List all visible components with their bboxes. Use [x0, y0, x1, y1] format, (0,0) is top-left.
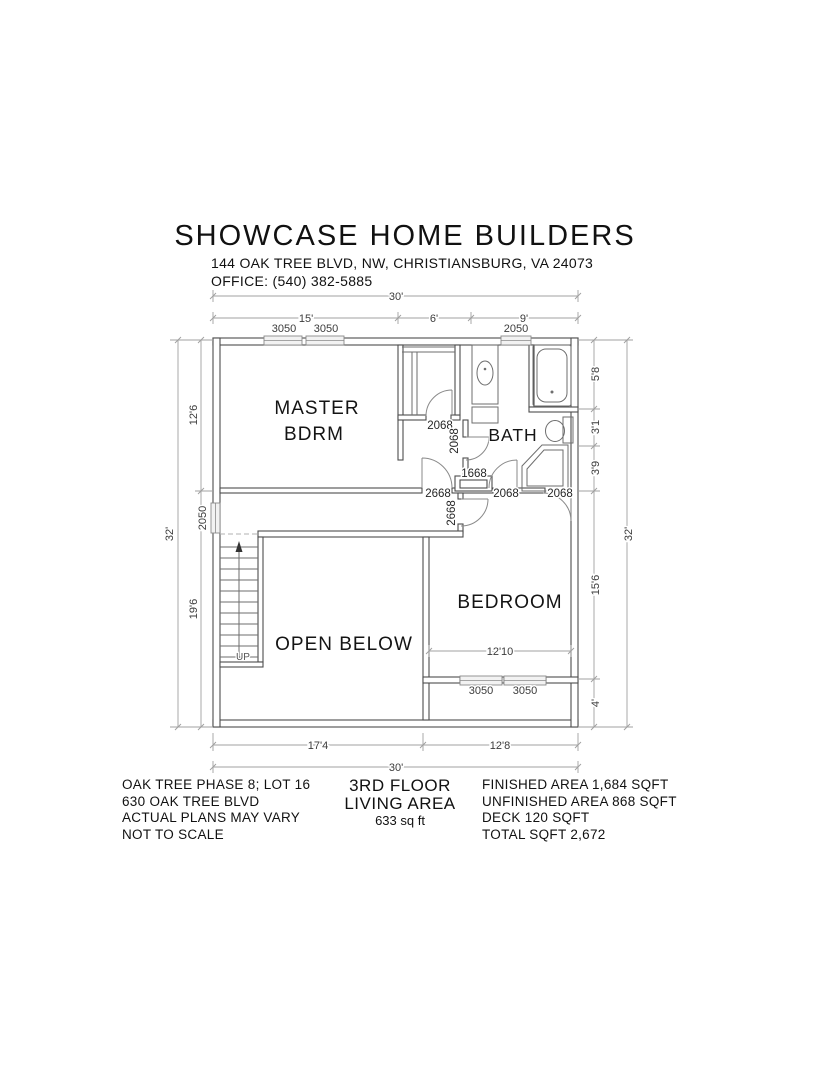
door-label-master: 2668 [425, 488, 451, 500]
footer-deck-area: DECK 120 SQFT [482, 810, 590, 825]
room-label-master-1: MASTER [274, 398, 360, 419]
bath-door-swing [489, 460, 517, 488]
dim-bottom-right: 12'8 [489, 740, 511, 752]
footer-floor-area: 633 sq ft [375, 813, 425, 828]
room-label-bedroom: BEDROOM [457, 592, 563, 613]
closet-door-swing [426, 390, 452, 416]
dim-top-closet: 6' [429, 313, 439, 325]
stairs [220, 534, 258, 662]
dim-left-overall: 32' [164, 526, 176, 542]
alcove-bath-door-swing [466, 437, 489, 460]
bedroom-south-wall-a [423, 677, 460, 683]
room-label-open-below: OPEN BELOW [275, 634, 413, 655]
room-label-master-2: BDRM [284, 424, 344, 445]
master-door-swing [422, 458, 452, 488]
door-label-bath: 2068 [493, 488, 519, 500]
footer [122, 776, 677, 842]
vanity-sink [472, 345, 498, 423]
footer-floor-title-2: LIVING AREA [344, 794, 456, 813]
dim-right-strip: 4' [590, 698, 602, 708]
closet-south-wall-a [398, 415, 426, 420]
dim-left-lower: 19'6 [188, 598, 200, 620]
dim-bedroom-width: 12'10 [486, 646, 514, 658]
footer-finished-area: FINISHED AREA 1,684 SQFT [482, 777, 669, 792]
linen-closet-inner [460, 480, 487, 488]
landing-wall-top-stub [458, 493, 463, 499]
footer-disclaimer-1: ACTUAL PLANS MAY VARY [122, 810, 301, 825]
hall-south-wall [258, 531, 463, 537]
shower [522, 445, 568, 491]
footer-total-sqft: TOTAL SQFT 2,672 [482, 827, 606, 842]
dim-bottom-overall: 30' [388, 762, 404, 774]
window-label-bedroom-1: 3050 [468, 685, 494, 697]
door-label-closet: 2068 [427, 420, 453, 432]
landing-door-swing [461, 499, 488, 526]
dim-right-shower: 3'9 [590, 460, 602, 476]
door-label-landing: 2668 [446, 500, 458, 526]
company-address: 144 OAK TREE BLVD, NW, CHRISTIANSBURG, VA 24073 [211, 255, 594, 271]
company-office: OFFICE: (540) 382-5885 [211, 273, 373, 289]
tub-front-wall [529, 407, 578, 412]
window-label-top-1: 3050 [271, 323, 297, 335]
window-label-top-2: 3050 [313, 323, 339, 335]
dim-top-master: 15' [298, 313, 314, 325]
dim-right-toilet: 3'1 [590, 419, 602, 435]
fixtures [402, 345, 573, 491]
stairs-up-label: UP [236, 652, 250, 663]
walls [213, 338, 578, 727]
window-label-bedroom-2: 3050 [512, 685, 538, 697]
door-label-bedroom: 2068 [547, 488, 573, 500]
toilet [546, 417, 574, 443]
exterior-wall-right [571, 338, 578, 727]
bedroom-south-wall-c [546, 677, 578, 683]
dim-bottom-left: 17'4 [307, 740, 329, 752]
footer-unfinished-area: UNFINISHED AREA 868 SQFT [482, 794, 677, 809]
window-label-bath: 2050 [503, 323, 529, 335]
dim-top-overall: 30' [388, 291, 404, 303]
dim-left-upper: 12'6 [188, 404, 200, 426]
hall-north-wall-a [220, 488, 422, 493]
bedroom-west-wall [423, 537, 429, 720]
footer-address: 630 OAK TREE BLVD [122, 794, 260, 809]
footer-disclaimer-2: NOT TO SCALE [122, 827, 224, 842]
door-label-alcove-bath: 2068 [449, 428, 461, 454]
exterior-wall-bottom [213, 720, 578, 727]
dim-top-bath: 9' [519, 313, 529, 325]
footer-lot: OAK TREE PHASE 8; LOT 16 [122, 777, 311, 792]
alcove-bath-wall-upper [463, 420, 468, 437]
dim-right-overall: 32' [623, 526, 635, 542]
bathtub [533, 345, 571, 406]
room-label-bath: BATH [488, 425, 538, 445]
closet-east-wall [455, 345, 460, 415]
dim-right-tub: 5'8 [590, 366, 602, 382]
dim-right-bedroom: 15'6 [590, 574, 602, 596]
door-label-linen: 1668 [461, 468, 487, 480]
window-label-left: 2050 [197, 505, 209, 531]
company-title: SHOWCASE HOME BUILDERS [174, 220, 636, 252]
stairs-east-wall [258, 537, 263, 662]
master-east-wall [398, 345, 403, 460]
header [174, 220, 635, 289]
footer-floor-title-1: 3RD FLOOR [349, 776, 451, 795]
